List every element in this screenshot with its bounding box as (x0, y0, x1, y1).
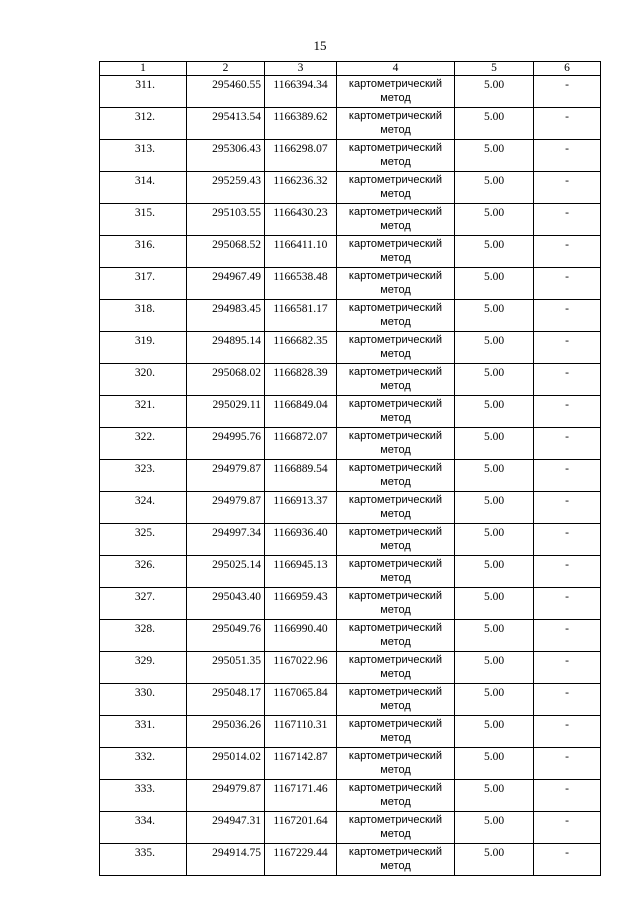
point-number-cell: 325. (100, 524, 187, 556)
method-cell (337, 748, 455, 780)
method-cell (337, 684, 455, 716)
method-line-2: метод (380, 604, 411, 616)
accuracy-cell: 5.00 (455, 140, 534, 172)
point-number-cell: 329. (100, 652, 187, 684)
point-number-cell: 317. (100, 268, 187, 300)
y-coordinate-cell: 1166298.07 (265, 140, 337, 172)
header-col-2: 2 (187, 62, 265, 76)
method-line-2: метод (380, 636, 411, 648)
method-line-2: метод (380, 348, 411, 360)
point-number-cell: 318. (100, 300, 187, 332)
point-number-cell: 316. (100, 236, 187, 268)
table-row (100, 748, 601, 780)
table-row (100, 652, 601, 684)
y-coordinate-cell: 1166394.34 (265, 76, 337, 108)
method-cell (337, 460, 455, 492)
accuracy-cell: 5.00 (455, 76, 534, 108)
description-cell: - (534, 76, 601, 108)
accuracy-cell: 5.00 (455, 524, 534, 556)
description-cell: - (534, 620, 601, 652)
y-coordinate-cell: 1167065.84 (265, 684, 337, 716)
y-coordinate-cell: 1166913.37 (265, 492, 337, 524)
table-row (100, 588, 601, 620)
method-line-2: метод (380, 252, 411, 264)
method-line-2: метод (380, 540, 411, 552)
table-row (100, 556, 601, 588)
point-number-cell: 320. (100, 364, 187, 396)
accuracy-cell: 5.00 (455, 812, 534, 844)
method-cell (337, 620, 455, 652)
table-row (100, 716, 601, 748)
x-coordinate-cell: 295259.43 (187, 172, 265, 204)
accuracy-cell: 5.00 (455, 716, 534, 748)
y-coordinate-cell: 1166236.32 (265, 172, 337, 204)
method-cell (337, 108, 455, 140)
point-number-cell: 321. (100, 396, 187, 428)
x-coordinate-cell: 294979.87 (187, 460, 265, 492)
method-cell (337, 396, 455, 428)
description-cell: - (534, 524, 601, 556)
description-cell: - (534, 268, 601, 300)
table-row (100, 332, 601, 364)
point-number-cell: 311. (100, 76, 187, 108)
y-coordinate-cell: 1166990.40 (265, 620, 337, 652)
x-coordinate-cell: 295025.14 (187, 556, 265, 588)
point-number-cell: 335. (100, 844, 187, 876)
method-cell (337, 428, 455, 460)
accuracy-cell: 5.00 (455, 396, 534, 428)
description-cell: - (534, 428, 601, 460)
method-cell (337, 140, 455, 172)
x-coordinate-cell: 294914.75 (187, 844, 265, 876)
accuracy-cell: 5.00 (455, 684, 534, 716)
x-coordinate-cell: 295036.26 (187, 716, 265, 748)
x-coordinate-cell: 294895.14 (187, 332, 265, 364)
point-number-cell: 319. (100, 332, 187, 364)
method-cell (337, 364, 455, 396)
method-line-2: метод (380, 92, 411, 104)
description-cell: - (534, 364, 601, 396)
description-cell: - (534, 140, 601, 172)
x-coordinate-cell: 295103.55 (187, 204, 265, 236)
description-cell: - (534, 300, 601, 332)
point-number-cell: 328. (100, 620, 187, 652)
y-coordinate-cell: 1167171.46 (265, 780, 337, 812)
method-cell (337, 172, 455, 204)
description-cell: - (534, 812, 601, 844)
method-line-2: метод (380, 796, 411, 808)
header-col-1: 1 (100, 62, 187, 76)
method-line-2: метод (380, 188, 411, 200)
point-number-cell: 334. (100, 812, 187, 844)
method-line-2: метод (380, 316, 411, 328)
coordinates-table (99, 61, 601, 876)
method-line-1: картометрический (348, 142, 443, 154)
point-number-cell: 313. (100, 140, 187, 172)
point-number-cell: 324. (100, 492, 187, 524)
method-line-2: метод (380, 732, 411, 744)
x-coordinate-cell: 295068.02 (187, 364, 265, 396)
point-number-cell: 333. (100, 780, 187, 812)
x-coordinate-cell: 295068.52 (187, 236, 265, 268)
description-cell: - (534, 460, 601, 492)
x-coordinate-cell: 294997.34 (187, 524, 265, 556)
x-coordinate-cell: 295049.76 (187, 620, 265, 652)
table-row (100, 524, 601, 556)
accuracy-cell: 5.00 (455, 556, 534, 588)
accuracy-cell: 5.00 (455, 236, 534, 268)
y-coordinate-cell: 1166581.17 (265, 300, 337, 332)
method-line-2: метод (380, 860, 411, 872)
method-line-1: картометрический (348, 462, 443, 474)
method-line-1: картометрический (348, 622, 443, 634)
table-row (100, 364, 601, 396)
table-row (100, 620, 601, 652)
accuracy-cell: 5.00 (455, 268, 534, 300)
table-row (100, 396, 601, 428)
point-number-cell: 322. (100, 428, 187, 460)
method-cell (337, 300, 455, 332)
point-number-cell: 330. (100, 684, 187, 716)
y-coordinate-cell: 1166682.35 (265, 332, 337, 364)
y-coordinate-cell: 1166945.13 (265, 556, 337, 588)
method-line-2: метод (380, 572, 411, 584)
x-coordinate-cell: 294967.49 (187, 268, 265, 300)
accuracy-cell: 5.00 (455, 652, 534, 684)
header-row (100, 62, 601, 76)
x-coordinate-cell: 295413.54 (187, 108, 265, 140)
method-cell (337, 76, 455, 108)
description-cell: - (534, 332, 601, 364)
y-coordinate-cell: 1167142.87 (265, 748, 337, 780)
accuracy-cell: 5.00 (455, 844, 534, 876)
method-line-1: картометрический (348, 238, 443, 250)
x-coordinate-cell: 295029.11 (187, 396, 265, 428)
accuracy-cell: 5.00 (455, 620, 534, 652)
description-cell: - (534, 748, 601, 780)
x-coordinate-cell: 295014.02 (187, 748, 265, 780)
y-coordinate-cell: 1166849.04 (265, 396, 337, 428)
header-col-3: 3 (265, 62, 337, 76)
point-number-cell: 312. (100, 108, 187, 140)
accuracy-cell: 5.00 (455, 332, 534, 364)
header-col-5: 5 (455, 62, 534, 76)
method-line-1: картометрический (348, 334, 443, 346)
method-line-1: картометрический (348, 558, 443, 570)
x-coordinate-cell: 294979.87 (187, 780, 265, 812)
accuracy-cell: 5.00 (455, 108, 534, 140)
table-header (100, 62, 601, 76)
method-line-1: картометрический (348, 590, 443, 602)
x-coordinate-cell: 295048.17 (187, 684, 265, 716)
description-cell: - (534, 204, 601, 236)
y-coordinate-cell: 1166828.39 (265, 364, 337, 396)
method-line-1: картометрический (348, 398, 443, 410)
accuracy-cell: 5.00 (455, 300, 534, 332)
table-row (100, 236, 601, 268)
method-line-2: метод (380, 700, 411, 712)
table-row (100, 204, 601, 236)
x-coordinate-cell: 295306.43 (187, 140, 265, 172)
point-number-cell: 326. (100, 556, 187, 588)
y-coordinate-cell: 1167022.96 (265, 652, 337, 684)
y-coordinate-cell: 1166889.54 (265, 460, 337, 492)
method-line-1: картометрический (348, 270, 443, 282)
accuracy-cell: 5.00 (455, 492, 534, 524)
method-line-2: метод (380, 444, 411, 456)
x-coordinate-cell: 295460.55 (187, 76, 265, 108)
method-line-1: картометрический (348, 686, 443, 698)
table-row (100, 428, 601, 460)
point-number-cell: 323. (100, 460, 187, 492)
method-line-2: метод (380, 828, 411, 840)
description-cell: - (534, 396, 601, 428)
method-cell (337, 268, 455, 300)
method-line-1: картометрический (348, 846, 443, 858)
method-line-1: картометрический (348, 654, 443, 666)
method-line-1: картометрический (348, 302, 443, 314)
method-line-2: метод (380, 508, 411, 520)
description-cell: - (534, 716, 601, 748)
x-coordinate-cell: 295051.35 (187, 652, 265, 684)
method-line-1: картометрический (348, 814, 443, 826)
y-coordinate-cell: 1166872.07 (265, 428, 337, 460)
table-row (100, 300, 601, 332)
method-line-1: картометрический (348, 750, 443, 762)
accuracy-cell: 5.00 (455, 780, 534, 812)
page-number: 15 (313, 38, 327, 53)
accuracy-cell: 5.00 (455, 172, 534, 204)
method-line-1: картометрический (348, 110, 443, 122)
table-row (100, 492, 601, 524)
method-line-2: метод (380, 380, 411, 392)
method-line-2: метод (380, 476, 411, 488)
point-number-cell: 327. (100, 588, 187, 620)
method-cell (337, 780, 455, 812)
table-row (100, 76, 601, 108)
method-line-2: метод (380, 668, 411, 680)
x-coordinate-cell: 295043.40 (187, 588, 265, 620)
method-line-1: картометрический (348, 78, 443, 90)
method-cell (337, 652, 455, 684)
table-row (100, 684, 601, 716)
description-cell: - (534, 172, 601, 204)
y-coordinate-cell: 1166411.10 (265, 236, 337, 268)
method-line-1: картометрический (348, 174, 443, 186)
method-line-1: картометрический (348, 366, 443, 378)
y-coordinate-cell: 1166430.23 (265, 204, 337, 236)
y-coordinate-cell: 1167201.64 (265, 812, 337, 844)
table-row (100, 108, 601, 140)
y-coordinate-cell: 1166959.43 (265, 588, 337, 620)
x-coordinate-cell: 294947.31 (187, 812, 265, 844)
table-row (100, 780, 601, 812)
point-number-cell: 315. (100, 204, 187, 236)
method-line-1: картометрический (348, 526, 443, 538)
table-row (100, 140, 601, 172)
description-cell: - (534, 652, 601, 684)
point-number-cell: 314. (100, 172, 187, 204)
method-line-2: метод (380, 764, 411, 776)
method-cell (337, 524, 455, 556)
table-row (100, 812, 601, 844)
description-cell: - (534, 236, 601, 268)
table-row (100, 844, 601, 876)
method-line-2: метод (380, 124, 411, 136)
description-cell: - (534, 556, 601, 588)
accuracy-cell: 5.00 (455, 460, 534, 492)
method-cell (337, 492, 455, 524)
accuracy-cell: 5.00 (455, 748, 534, 780)
method-line-2: метод (380, 284, 411, 296)
header-col-4: 4 (337, 62, 455, 76)
description-cell: - (534, 108, 601, 140)
x-coordinate-cell: 294995.76 (187, 428, 265, 460)
y-coordinate-cell: 1167229.44 (265, 844, 337, 876)
accuracy-cell: 5.00 (455, 364, 534, 396)
method-line-1: картометрический (348, 430, 443, 442)
header-col-6: 6 (534, 62, 601, 76)
accuracy-cell: 5.00 (455, 588, 534, 620)
point-number-cell: 331. (100, 716, 187, 748)
description-cell: - (534, 780, 601, 812)
method-cell (337, 332, 455, 364)
table-row (100, 268, 601, 300)
table-row (100, 172, 601, 204)
table-body (100, 76, 601, 876)
method-cell (337, 716, 455, 748)
method-cell (337, 236, 455, 268)
method-cell (337, 812, 455, 844)
description-cell: - (534, 684, 601, 716)
accuracy-cell: 5.00 (455, 204, 534, 236)
y-coordinate-cell: 1166936.40 (265, 524, 337, 556)
method-cell (337, 204, 455, 236)
method-line-2: метод (380, 220, 411, 232)
method-cell (337, 556, 455, 588)
description-cell: - (534, 844, 601, 876)
point-number-cell: 332. (100, 748, 187, 780)
method-cell (337, 588, 455, 620)
accuracy-cell: 5.00 (455, 428, 534, 460)
description-cell: - (534, 588, 601, 620)
table-row (100, 460, 601, 492)
method-line-1: картометрический (348, 782, 443, 794)
x-coordinate-cell: 294983.45 (187, 300, 265, 332)
y-coordinate-cell: 1166538.48 (265, 268, 337, 300)
method-line-2: метод (380, 156, 411, 168)
method-cell (337, 844, 455, 876)
y-coordinate-cell: 1166389.62 (265, 108, 337, 140)
method-line-1: картометрический (348, 718, 443, 730)
x-coordinate-cell: 294979.87 (187, 492, 265, 524)
y-coordinate-cell: 1167110.31 (265, 716, 337, 748)
method-line-1: картометрический (348, 494, 443, 506)
method-line-1: картометрический (348, 206, 443, 218)
description-cell: - (534, 492, 601, 524)
method-line-2: метод (380, 412, 411, 424)
